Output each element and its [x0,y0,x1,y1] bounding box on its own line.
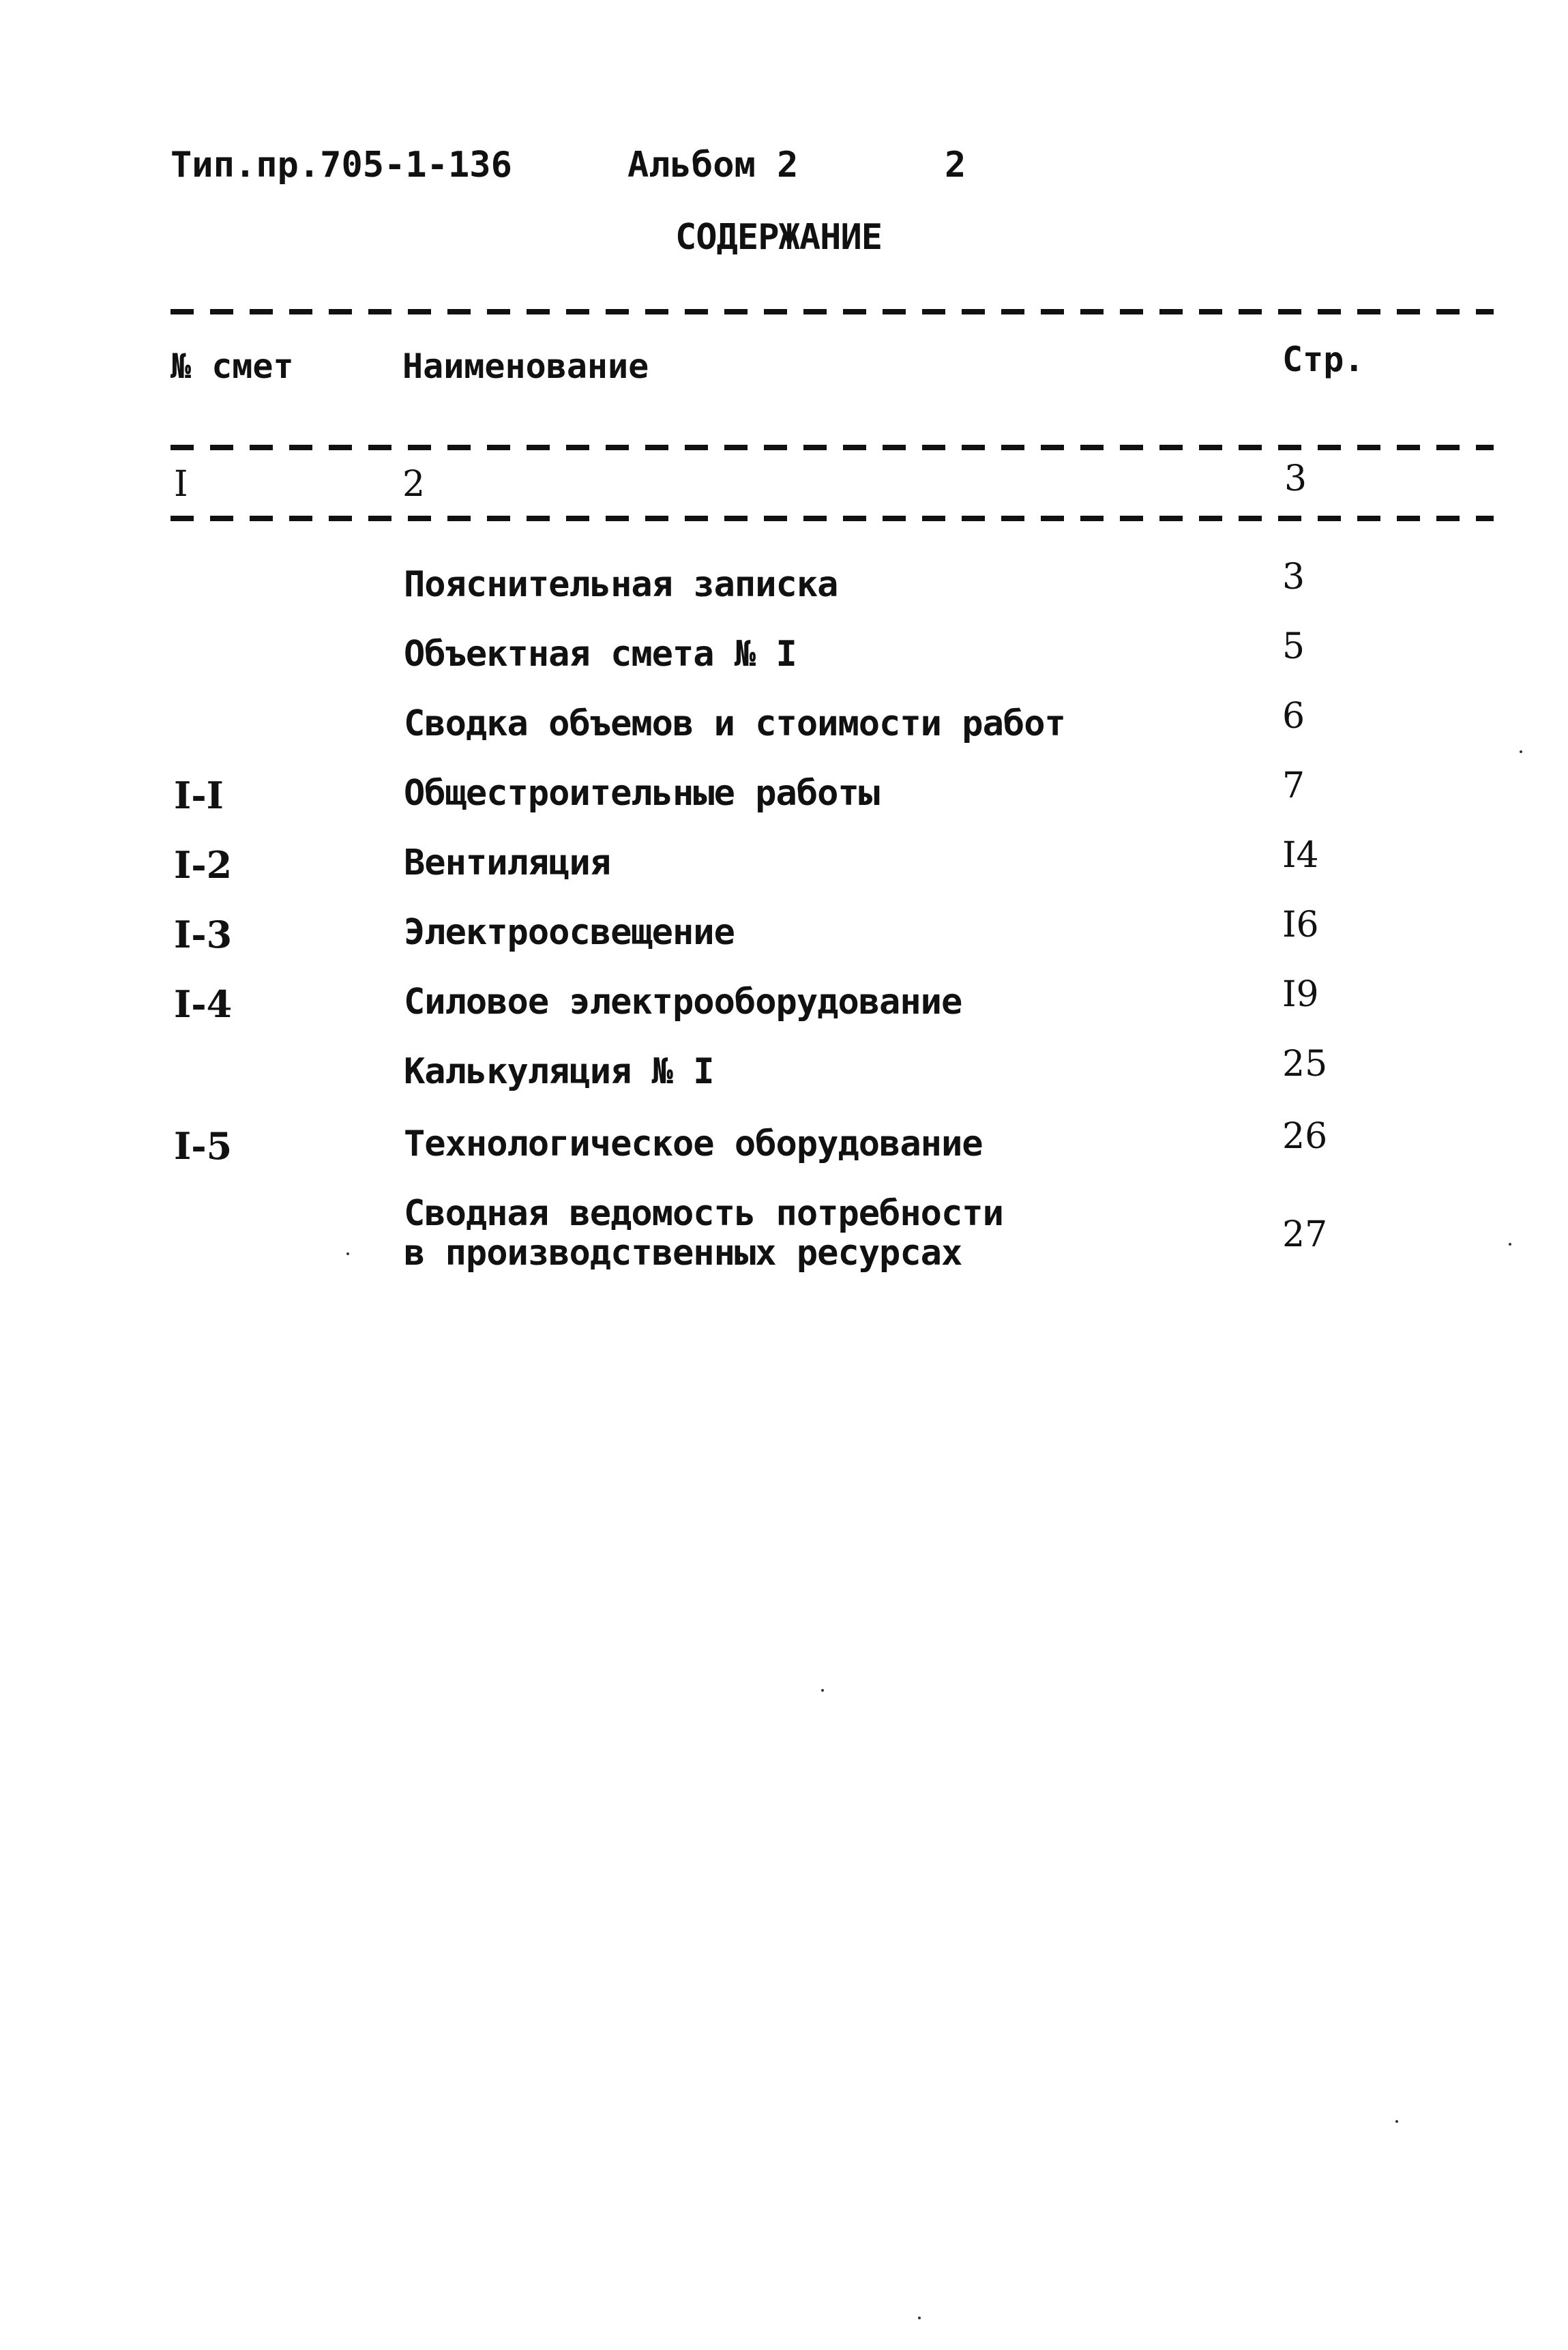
table-row [0,974,1568,1044]
scan-speck [1395,2120,1398,2123]
table-row [0,1194,1568,1289]
estimate-number: I-5 [174,1124,233,1168]
item-page: 27 [1282,1214,1328,1255]
item-name: Калькуляция № I [404,1051,714,1092]
item-name: Электроосвещение [404,912,735,953]
column-header-page: Стр. [1282,340,1365,379]
table-top-divider [171,309,1494,314]
album-label: Альбом 2 [627,145,799,186]
table-row [0,765,1568,835]
table-row [0,905,1568,974]
item-page: I6 [1282,905,1319,945]
estimate-number: I-2 [174,843,233,887]
column-number-3: 3 [1284,458,1307,499]
column-number-2: 2 [402,464,426,505]
item-page: 25 [1282,1044,1328,1085]
item-page: I4 [1282,835,1319,876]
item-page: I9 [1282,974,1319,1015]
scan-speck [821,1689,824,1692]
page-number: 2 [945,145,966,186]
table-row [0,696,1568,765]
table-row [0,835,1568,905]
item-name: Сводка объемов и стоимости работ [404,703,1065,744]
column-number-1: I [174,464,188,505]
item-page: 7 [1282,765,1305,806]
scan-speck [1520,750,1522,753]
item-page: 6 [1282,696,1305,737]
item-name: Технологическое оборудование [404,1123,983,1164]
scan-speck [346,1252,349,1255]
table-row [0,1116,1568,1186]
item-name: Силовое электрооборудование [404,982,962,1023]
table-row [0,557,1568,626]
item-name: Объектная смета № I [404,634,797,675]
item-page: 5 [1282,626,1305,667]
table-row [0,1044,1568,1113]
table-row [0,626,1568,696]
estimate-number: I-3 [174,913,233,956]
item-name: Общестроительные работы [404,773,880,814]
column-numbers-divider [171,516,1494,521]
item-name [404,1194,1003,1273]
item-name-line-2: в производственных ресурсах [404,1233,962,1274]
item-name: Вентиляция [404,842,611,883]
page-title: СОДЕРЖАНИЕ [675,217,883,258]
column-header-estimate-no: № смет [171,347,294,386]
column-header-name: Наименование [402,347,649,386]
item-name-line-1: Сводная ведомость потребности [404,1193,1003,1234]
scan-speck [1509,1243,1511,1246]
document-code: Тип.пр.705-1-136 [171,145,512,186]
scan-speck [918,2317,921,2319]
estimate-number: I-4 [174,982,233,1026]
item-page: 3 [1282,557,1305,598]
item-name: Пояснительная записка [404,564,838,605]
estimate-number: I-I [174,774,224,817]
header-divider [171,445,1494,450]
item-page: 26 [1282,1116,1328,1157]
